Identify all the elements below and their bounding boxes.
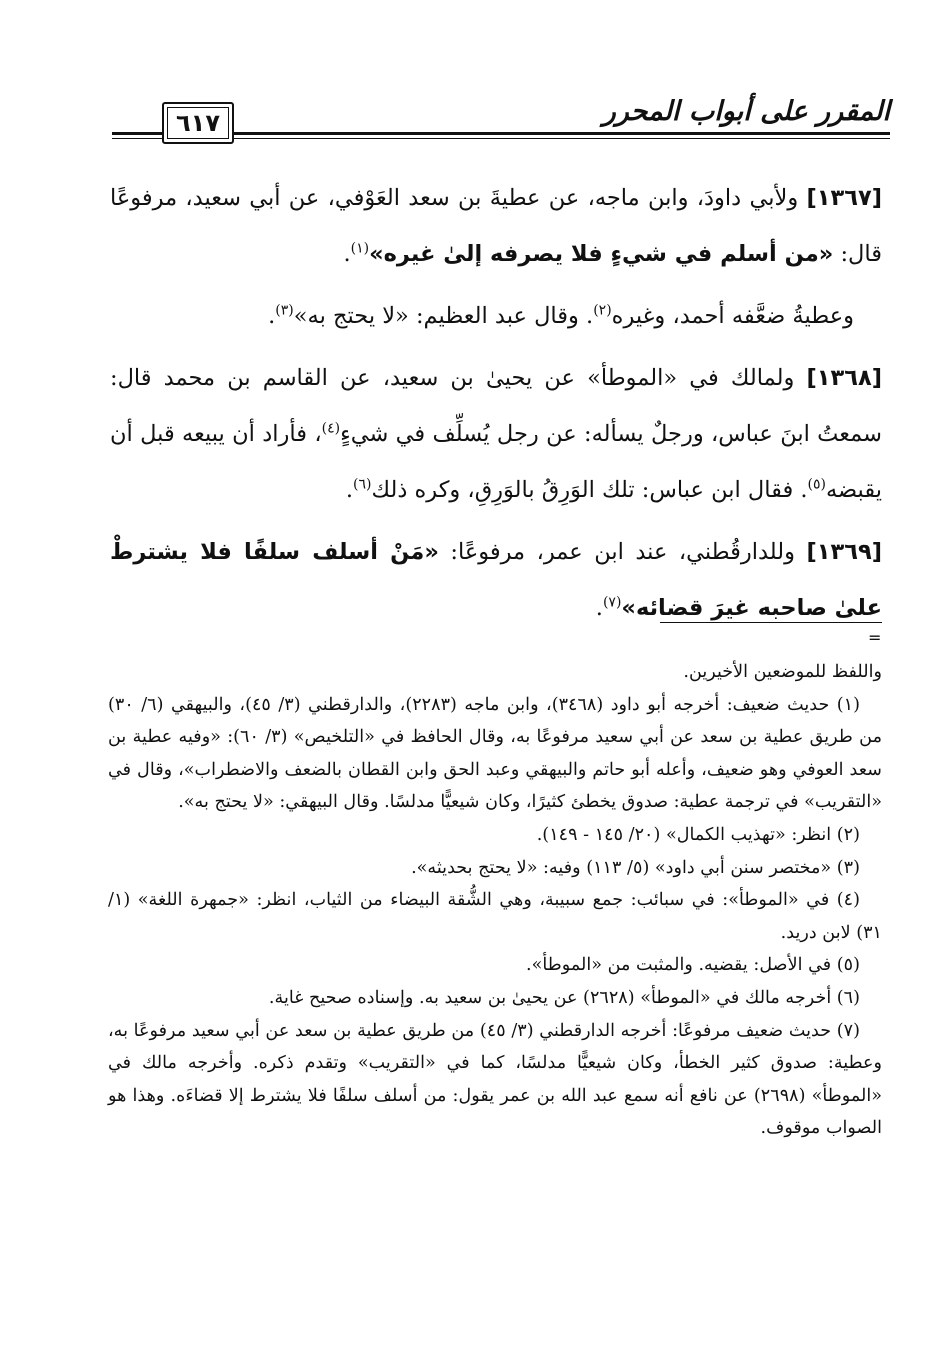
footnote-ref: (١) [350,240,370,257]
footnote-continuation: واللفظ للموضعين الأخيرين. [683,662,882,682]
hadith-1369: [١٣٦٩] وللدارقُطني، عند ابن عمر، مرفوعًا: «مَنْ أسلف سلفًا فلا يشترطْ علىٰ صاحبه غيرَ قضائه»$^{(٧)}$. [110,539,883,621]
hadith-1367: [١٣٦٧] ولأبي داودَ، وابن ماجه، عن عطيةَ بن سعد العَوْفي، عن أبي سعيد، مرفوعًا قال: «من أسلم في شيءٍ فلا يصرفه إلىٰ غيره»$^{(١)}$. [110,185,882,267]
footnote-3: (٣) «مختصر سنن أبي داود» (٥/ ١١٣) وفيه: «لا يحتج بحديثه». [411,857,860,878]
hadith-number: [١٣٦٩] [806,539,883,565]
footnote-ref: (٧) [602,594,622,611]
hadith-number: [١٣٦٨] [806,365,882,391]
footnotes [108,656,882,1145]
footnote-ref: (٢) [593,302,612,319]
page-header [100,92,890,152]
hadith-number: [١٣٦٧] [806,185,882,211]
footnote-separator [660,622,882,623]
page-number: ٦١٧ [162,102,234,144]
main-text [110,170,882,642]
footnote-ref: (٤) [321,420,341,437]
hadith-1368: [١٣٦٨] ولمالك في «الموطأ» عن يحيىٰ بن سعيد، عن القاسم بن محمد قال: سمعتُ ابنَ عباس، ورجلٌ يسأله: عن رجل يُسلِّف في شيءٍ$^{(٤)}$، فأراد أن يبيعه قبل أن يقبضه$^{(٥)}$. فقال ابن عباس: تلك الوَرِقُ بالوَرِقِ، وكره ذلك$^{(٦)}$. [110,365,882,503]
header-rule [232,132,890,135]
footnote-4: (٤) في «الموطأ»: في سبائب: جمع سبيبة، وهي الشُّقة البيضاء من الثياب، انظر: «جمهرة اللغة» (١/ ٣١) لابن دريد. [108,890,882,943]
hadith-quote: «مَنْ أسلف سلفًا فلا يشترطْ علىٰ صاحبه غيرَ قضائه» [110,539,882,621]
footnote-6: (٦) أخرجه مالك في «الموطأ» (٢٦٢٨) عن يحيىٰ بن سعيد به. وإسناده صحيح غاية. [268,987,860,1008]
footnote-ref: (٦) [353,476,372,493]
footnote-ref: (٥) [807,476,826,493]
commentary-line: وعطيةُ ضعَّفه أحمد، وغيره$^{(٢)}$. وقال عبد العظيم: «لا يحتج به»$^{(٣)}$. [268,302,854,329]
hadith-quote: «من أسلم في شيءٍ فلا يصرفه إلىٰ غيره» [369,241,834,267]
footnote-2: (٢) انظر: «تهذيب الكمال» (٢٠/ ١٤٥ - ١٤٩). [536,824,860,845]
header-rule-left [112,132,162,135]
footnote-5: (٥) في الأصل: يقضيه. والمثبت من «الموطأ». [526,955,860,976]
footnote-ref: (٣) [275,302,294,319]
footnote-continuation-mark: = [868,628,882,647]
running-title: المقرر على أبواب المحرر [602,96,890,127]
footnote-1: (١) حديث ضعيف: أخرجه أبو داود (٣٤٦٨)، وابن ماجه (٢٢٨٣)، والدارقطني (٣/ ٤٥)، والبيهقي (٦/ ٣٠) من طريق عطية بن سعد عن أبي سعيد مرفوعًا به، وقال الحافظ في «التلخيص» (٣/ ٦٠): «وفيه عطية بن سعد العوفي وهو ضعيف، وأعله أبو حاتم والبيهقي وعبد الحق وابن القطان بالضعف والاضطراب»، وقال في «التقريب» في ترجمة عطية: صدوق يخطئ كثيرًا، وكان شيعيًّا مدلسًا. وقال البيهقي: «لا يحتج به». [108,694,882,813]
footnote-7: (٧) حديث ضعيف مرفوعًا: أخرجه الدارقطني (٣/ ٤٥) من طريق عطية بن سعد عن أبي سعيد مرفوعًا به، وعطية: صدوق كثير الخطأ، وكان شيعيًّا مدلسًا، كما في «التقريب» وتقدم ذكره. وأخرجه مالك في «الموطأ» (٢٦٩٨) عن نافع أنه سمع عبد الله بن عمر يقول: من أسلف سلفًا فلا يشترط إلا قضاءَه. وهذا هو الصواب موقوف. [108,1020,883,1139]
